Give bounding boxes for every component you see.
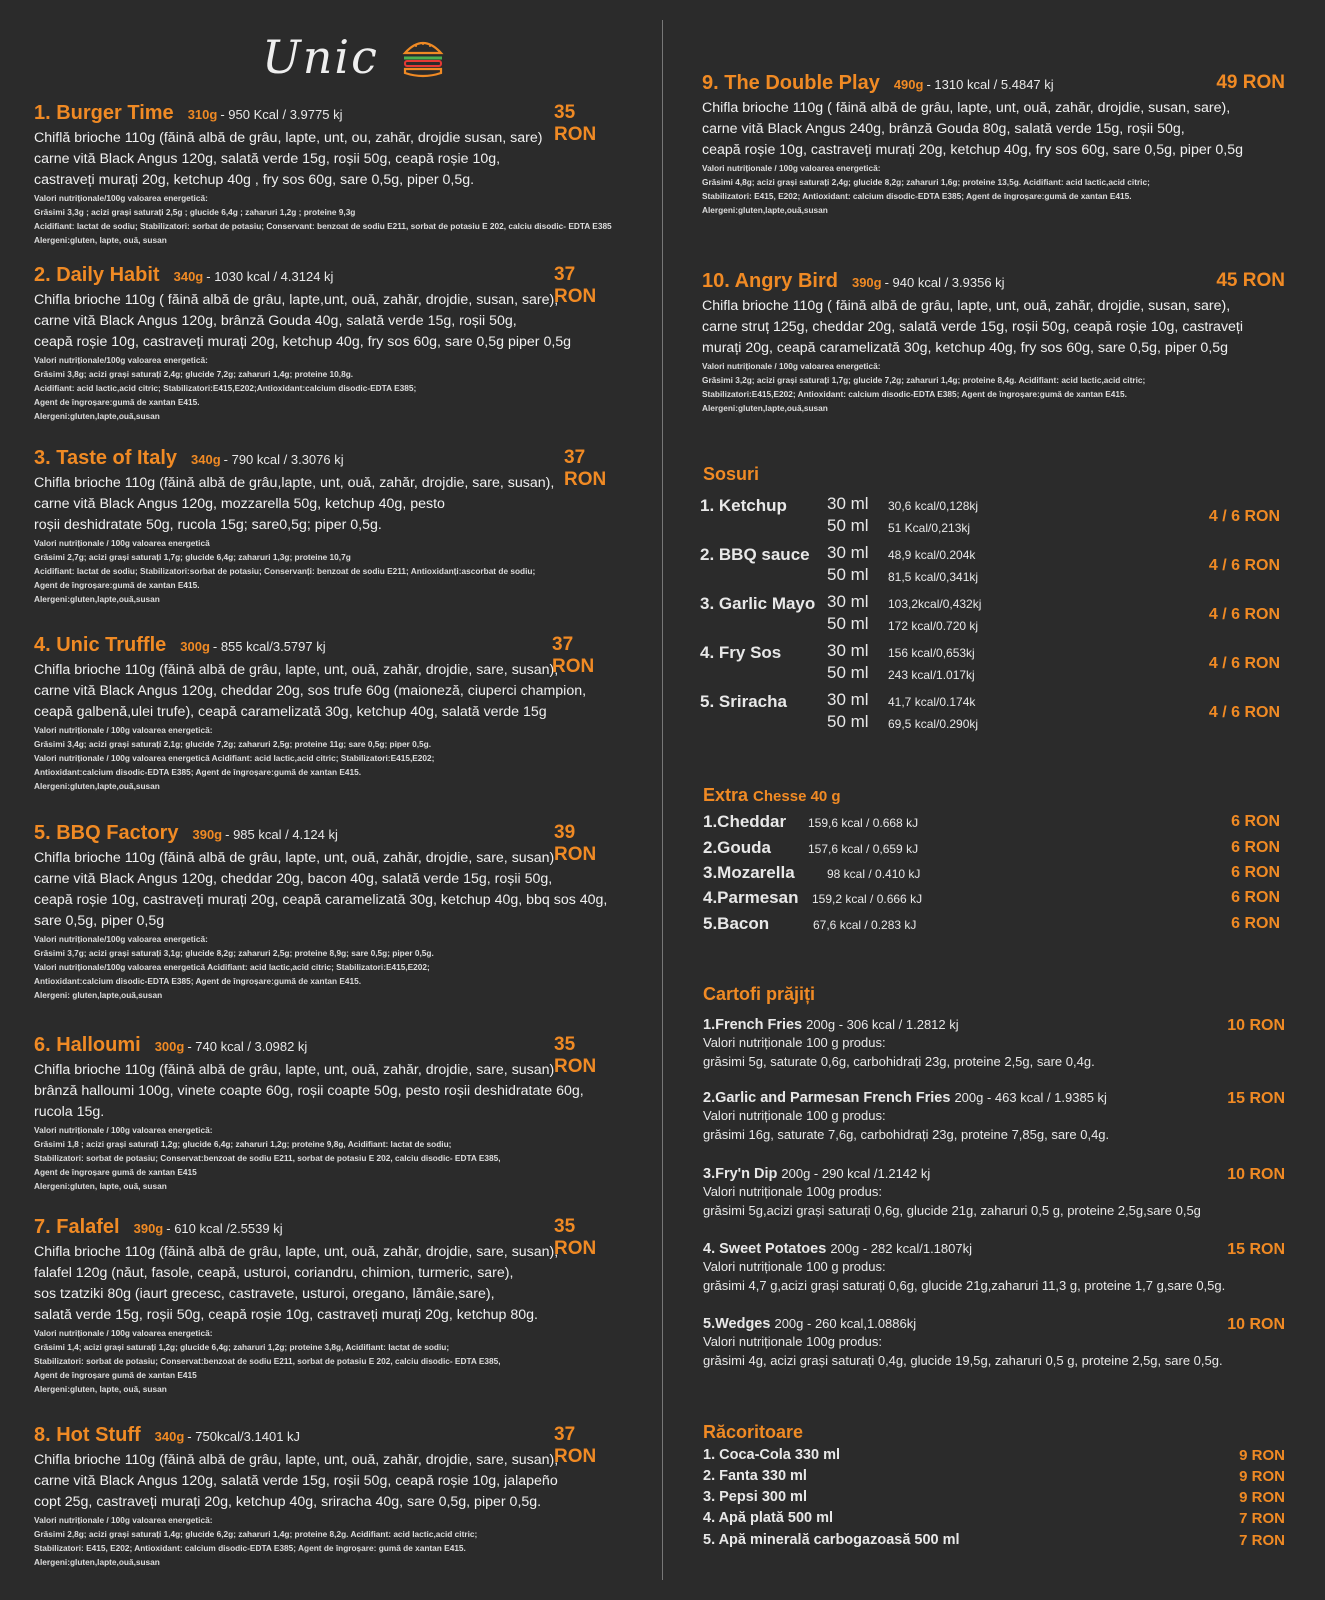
item-description: Chifla brioche 110g (făină albă de grâu, lapte, unt, ouă, zahăr, drojdie, sare, susan), falafel 120g (năut, fasole, ceapă, usturoi, coriandru, chimion, turmeric, sare), sos tzatziki 80g (iaurt grecesc, castravete, usturoi, oregano, lămâie,sare), salată verde 15g, roșii 50g, ceapă roșie 10g, castraveți murați 20g, ketchup 80g. — [34, 1244, 559, 1323]
item-weight: 390g — [851, 275, 882, 290]
sauce-garlic-mayo: 3. Garlic Mayo 30 ml 103,2kcal/0,432kj 50 ml 172 kcal/0.720 kj 4 / 6 RON — [700, 592, 1280, 633]
fries-sweet-potatoes: 4. Sweet Potatoes 200g - 282 kcal/1.1807kj Valori nutriționale 100 g produs: grăsimi 4,7 g,acizi grași saturați 0,6g, glucide 21g,zaharuri 11,3 g, proteine 1,7 g,sare 0,5g. 15 RON — [703, 1241, 1285, 1293]
item-description: Chifla brioche 110g (făină albă de grâu,lapte, unt, ouă, zahăr, drojdie, sare, susan), carne vită Black Angus 120g, mozzarella 50g, ketchup 40g, pesto roșii deshidratate 50g, rucola 15g; sare0,5g; piper 0,5g. — [34, 475, 555, 533]
item-nutrition: Valori nutriționale / 100g valoarea energetică: Grăsimi 4,8g; acizi grași saturați 2,4g; glucide 8,2g; zaharuri 1,6g; proteine 13,5g. Acidifiant: acid lactic,acid citric; Stabilizatori: E415, E202; Antioxidant: calcium disodic-EDTA E385; Agent de îngroșare:gumă de xantan E415. Alergeni:gluten,lapte,ouă,susan — [702, 163, 1150, 215]
item-weight: 310g — [187, 107, 218, 122]
item-nutrition: Valori nutriționale/100g valoarea energetică: Grăsimi 3,7g; acizi grași saturați 3,1g; glucide 8,2g; zaharuri 2,5g; proteine 8,9g; sare 0,5g; piper 0,5g. Valori nutriționale/100g valoarea energetică Acidifiant: acid lactic,acid citric; Stabilizatori:E415,E202; Antioxidant:calcium disodic-EDTA E385; Agent de îngroșare:gumă de xantan E415. Alergeni: gluten,lapte,ouă,susan — [34, 934, 434, 1000]
menu-item-the-double-play — [702, 72, 1285, 217]
menu-item-hot-stuff — [34, 1424, 619, 1569]
brand-logo — [262, 30, 445, 84]
item-price: 49 RON — [1216, 72, 1285, 93]
extra-mozarella: 3.Mozarella 98 kcal / 0.410 kJ 6 RON — [703, 863, 1280, 882]
item-kcal: - 790 kcal / 3.3076 kj — [223, 452, 344, 467]
item-title: 1. Burger Time — [34, 102, 174, 124]
item-weight: 390g — [133, 1221, 164, 1236]
item-nutrition: Valori nutriționale / 100g valoarea energetică: Grăsimi 3,4g; acizi grași saturați 2,1g; glucide 7,2g; zaharuri 2,5g; proteine 11g; sare 0,5g; piper 0,5g. Valori nutriționale / 100g valoarea energetică Acidifiant: acid lactic,acid citric; Stabilizatori:E415,E202; Antioxidant:calcium disodic-EDTA E385; Agent de îngroșare:gumă de xantan E415. Alergeni:gluten,lapte,ouă,susan — [34, 725, 435, 791]
item-title: 2. Daily Habit — [34, 264, 160, 286]
item-title: 10. Angry Bird — [702, 270, 838, 292]
extra-bacon: 5.Bacon 67,6 kcal / 0.283 kJ 6 RON — [703, 914, 1280, 933]
item-weight: 300g — [180, 639, 210, 654]
sauce-sriracha: 5. Sriracha 30 ml 41,7 kcal/0.174k 50 ml 69,5 kcal/0.290kj 4 / 6 RON — [700, 690, 1280, 731]
extra-gouda: 2.Gouda 157,6 kcal / 0,659 kJ 6 RON — [703, 838, 1280, 857]
item-price: 37 RON — [554, 264, 597, 307]
item-title: 8. Hot Stuff — [34, 1424, 141, 1446]
item-kcal: - 940 kcal / 3.9356 kj — [884, 275, 1005, 290]
item-nutrition: Valori nutriționale / 100g valoarea energetică: Grăsimi 2,8g; acizi grași saturați 1,4g; glucide 6,2g; zaharuri 1,4g; proteine 8,2g. Acidifiant: acid lactic,acid citric; Stabilizatori: E415, E202; Antioxidant: calcium disodic-EDTA E385; Agent de îngroșare: gumă de xantan E415. Alergeni:gluten,lapte,ouă,susan — [34, 1515, 478, 1567]
item-title: 5. BBQ Factory — [34, 822, 179, 844]
item-price: 35 RON — [554, 1216, 597, 1259]
menu-item-taste-of-italy — [34, 447, 619, 606]
item-title: 7. Falafel — [34, 1216, 120, 1238]
menu-item-halloumi — [34, 1034, 619, 1193]
item-kcal: - 855 kcal/3.5797 kj — [212, 639, 326, 654]
item-title: 9. The Double Play — [702, 72, 880, 94]
drink-pepsi: 3. Pepsi 300 ml 9 RON — [703, 1489, 1285, 1506]
fries-title: Cartofi prăjiți — [703, 984, 816, 1004]
item-price: 37 RON — [554, 1424, 597, 1467]
item-description: Chifla brioche 110g (făină albă de grâu, lapte, unt, ouă, zahăr, drojdie, sare, susan) brânză halloumi 100g, vinete coapte 60g, roșii coapte 50g, pesto roșii deshidratate 60g, rucola 15g. — [34, 1062, 584, 1120]
column-divider — [662, 20, 663, 1580]
item-kcal: - 740 kcal / 3.0982 kj — [187, 1039, 308, 1054]
sauce-bbq: 2. BBQ sauce 30 ml 48,9 kcal/0.204k 50 ml 81,5 kcal/0,341kj 4 / 6 RON — [700, 543, 1280, 584]
drink-apa-plata: 4. Apă plată 500 ml 7 RON — [703, 1510, 1285, 1527]
item-price: 35 RON — [554, 1034, 597, 1077]
item-weight: 490g — [893, 77, 924, 92]
item-description: Chifla brioche 110g (făină albă de grâu, lapte, unt, ouă, zahăr, drojdie, sare, susan) carne vită Black Angus 120g, cheddar 20g, bacon 40g, salată verde 15g, roșii 50g, ceapă roșie 10g, castraveți murați 20g, ceapă caramelizată 30g, ketchup 40g, bbq sos 40g, sare 0,5g, piper 0,5g — [34, 850, 608, 929]
item-weight: 340g — [154, 1429, 185, 1444]
item-nutrition: Valori nutriționale / 100g valoarea energetică: Grăsimi 1,4; acizi grași saturați 1,2g; glucide 6,4g; zaharuri 1,2g; proteine 3,8g, Acidifiant: lactat de sodiu; Stabilizatori: sorbat de potasiu; Conservat:benzoat de sodiu E211, sorbat de potasiu E 202, calciu disodic- EDTA E385, Agent de îngroșare gumă de xantan E415 Alergeni:gluten, lapte, ouă, susan — [34, 1328, 501, 1394]
extra-subtitle: Chesse 40 g — [753, 788, 841, 805]
item-price: 37 RON — [552, 634, 595, 677]
item-description: Chifla brioche 110g ( făină albă de grâu, lapte, unt, ouă, zahăr, drojdie, susan, sare), carne struț 125g, cheddar 20g, salată verde 15g, roșii 50g, ceapă roșie 10g, castraveți murați 20g, ceapă caramelizată 30g, ketchup 40g, fry sos 60g, sare 0,5g, piper 0,5g — [702, 298, 1244, 356]
item-description: Chifla brioche 110g ( făină albă de grâu, lapte, unt, ouă, zahăr, drojdie, susan, sare), carne vită Black Angus 240g, brânză Gouda 80g, salată verde 15g, roșii 50g, ceapă roșie 10g, castraveți murați 20g, ketchup 40g, fry sos 60g, sare 0,5g, piper 0,5g — [702, 100, 1244, 158]
extra-title: Extra Chesse 40 g — [703, 785, 841, 805]
item-price: 39 RON — [554, 822, 597, 865]
item-price: 45 RON — [1216, 270, 1285, 291]
fries-garlic-parmesan: 2.Garlic and Parmesan French Fries 200g - 463 kcal / 1.9385 kj Valori nutriționale 100 g produs: grăsimi 16g, saturate 7,6g, carbohidrați 23g, proteine 7,85g, sare 0,4g. 15 RON — [703, 1090, 1285, 1142]
drink-apa-minerala: 5. Apă minerală carbogazoasă 500 ml 7 RON — [703, 1532, 1285, 1549]
drinks-title: Răcoritoare — [703, 1422, 804, 1442]
item-title: 3. Taste of Italy — [34, 447, 178, 469]
fries-french-fries: 1.French Fries 200g - 306 kcal / 1.2812 kj Valori nutriționale 100 g produs: grăsimi 5g, saturate 0,6g, carbohidrați 23g, proteine 2,5g, sare 0,4g. 10 RON — [703, 1017, 1285, 1069]
item-description: Chifla brioche 110g (făină albă de grâu, lapte, unt, ouă, zahăr, drojdie, sare, susan), carne vită Black Angus 120g, salată verde 15g, roșii 50g, ceapă roșie 10g, jalapeño copt 25g, castraveți murați 20g, ketchup 40g, sriracha 40g, sare 0,5g, piper 0,5g. — [34, 1452, 559, 1510]
fries-wedges: 5.Wedges 200g - 260 kcal,1.0886kj Valori nutriționale 100g produs: grăsimi 4g, acizi grași saturați 0,4g, glucide 19,5g, zaharuri 0,5 g, proteine 2,5g, sare 0,5g. 10 RON — [703, 1316, 1285, 1368]
menu-item-daily-habit — [34, 264, 619, 423]
item-nutrition: Valori nutriționale / 100g valoarea energetică: Grăsimi 3,2g; acizi grași saturați 1,7g; glucide 7,2g; zaharuri 1,4g; proteine 8,4g. Acidifiant: acid lactic,acid citric; Stabilizatori:E415,E202; Antioxidant: calcium disodic-EDTA E385; Agent de îngroșare:gumă de xantan E415. Alergeni:gluten,lapte,ouă,susan — [702, 361, 1146, 413]
item-nutrition: Valori nutriționale / 100g valoarea energetică: Grăsimi 1,8 ; acizi grași saturați 1,2g; glucide 6,4g; zaharuri 1,2g; proteine 9,8g, Acidifiant: lactat de sodiu; Stabilizatori: sorbat de potasiu; Conservat:benzoat de sodiu E211, sorbat de potasiu E 202, calciu disodic- EDTA E385, Agent de îngroșare gumă de xantan E415 Alergeni:gluten, lapte, ouă, susan — [34, 1125, 501, 1191]
item-weight: 340g — [191, 452, 221, 467]
item-weight: 340g — [173, 269, 204, 284]
item-description: Chifla brioche 110g (făină albă de grâu, lapte, unt, ouă, zahăr, drojdie, sare, susan), carne vită Black Angus 120g, cheddar 20g, sos trufe 60g (maioneză, ciuperci champion, ceapă galbenă,ulei trufe), ceapă caramelizată 30g, ketchup 40g, salată verde 15g — [34, 662, 587, 720]
item-nutrition: Valori nutriționale / 100g valoarea energetică Grăsimi 2,7g; acizi grași saturați 1,7g; glucide 6,4g; zaharuri 1,3g; proteine 10,7g Acidifiant: lactat de sodiu; Stabilizatori:sorbat de potasiu; Conservanți: benzoat de sodiu E211; Antioxidanți:ascorbat de sodiu; Agent de îngroșare:gumă de xantan E415. Alergeni:gluten,lapte,ouă,susan — [34, 538, 536, 604]
item-weight: 390g — [192, 827, 223, 842]
item-kcal: - 950 Kcal / 3.9775 kj — [220, 107, 343, 122]
item-title: 4. Unic Truffle — [34, 634, 167, 656]
burger-icon — [401, 35, 445, 79]
menu-item-bbq-factory — [34, 822, 619, 1002]
sauce-fry-sos: 4. Fry Sos 30 ml 156 kcal/0,653kj 50 ml 243 kcal/1.017kj 4 / 6 RON — [700, 641, 1280, 682]
item-nutrition: Valori nutriționale/100g valoarea energetică: Grăsimi 3,3g ; acizi grași saturați 2,5g ; glucide 6,4g ; zaharuri 1,2g ; proteine 9,3g Acidifiant: lactat de sodiu; Stabilizatori: sorbat de potasiu; Conservant: benzoat de sodiu E211, sorbat de potasiu E 202, calciu disodic- EDTA E385 Alergeni:gluten, lapte, ouă, susan — [34, 193, 612, 245]
sauces-title: Sosuri — [703, 464, 760, 484]
item-kcal: - 1030 kcal / 4.3124 kj — [206, 269, 334, 284]
item-kcal: - 610 kcal /2.5539 kj — [166, 1221, 283, 1236]
item-nutrition: Valori nutriționale/100g valoarea energetică: Grăsimi 3,8g; acizi grași saturați 2,4g; glucide 7,2g; zaharuri 1,4g; proteine 10,8g. Acidifiant: acid lactic,acid citric; Stabilizatori:E415,E202;Antioxidant:calcium disodic-EDTA E385; Agent de îngroșare:gumă de xantan E415. Alergeni:gluten,lapte,ouă,susan — [34, 355, 417, 421]
extra-parmesan: 4.Parmesan 159,2 kcal / 0.666 kJ 6 RON — [703, 888, 1280, 907]
extra-cheddar: 1.Cheddar 159,6 kcal / 0.668 kJ 6 RON — [703, 812, 1280, 831]
menu-item-burger-time — [34, 102, 619, 247]
item-kcal: - 750kcal/3.1401 kJ — [187, 1429, 301, 1444]
menu-item-angry-bird — [702, 270, 1285, 415]
item-kcal: - 1310 kcal / 5.4847 kj — [926, 77, 1054, 92]
fries-fry-n-dip: 3.Fry'n Dip 200g - 290 kcal /1.2142 kj Valori nutriționale 100g produs: grăsimi 5g,acizi grași saturați 0,6g, glucide 21g, zaharuri 0,5 g, proteine 2,5g,sare 0,5g 10 RON — [703, 1166, 1285, 1218]
menu-item-falafel — [34, 1216, 619, 1396]
item-price: 37 RON — [564, 447, 607, 490]
brand-name: Unic — [262, 30, 379, 84]
sauce-ketchup: 1. Ketchup 30 ml 30,6 kcal/0,128kj 50 ml 51 Kcal/0,213kj 4 / 6 RON — [700, 494, 1280, 535]
item-description: Chifla brioche 110g ( făină albă de grâu, lapte,unt, ouă, zahăr, drojdie, susan, sare), carne vită Black Angus 120g, brânză Gouda 40g, salată verde 15g, roșii 50g, ceapă roșie 10g, castraveți murați 20g, ketchup 40g, fry sos 60g, sare 0,5g piper 0,5g — [34, 292, 572, 350]
item-price: 35 RON — [554, 102, 597, 145]
item-kcal: - 985 kcal / 4.124 kj — [225, 827, 338, 842]
item-weight: 300g — [154, 1039, 185, 1054]
item-title: 6. Halloumi — [34, 1034, 141, 1056]
drink-coca-cola: 1. Coca-Cola 330 ml 9 RON — [703, 1447, 1285, 1464]
item-description: Chiflă brioche 110g (făină albă de grâu, lapte, unt, ou, zahăr, drojdie susan, sare) carne vită Black Angus 120g, salată verde 15g, roșii 50g, ceapă roșie 10g, castraveți murați 20g, ketchup 40g , fry sos 60g, sare 0,5g, piper 0,5g. — [34, 130, 543, 188]
drink-fanta: 2. Fanta 330 ml 9 RON — [703, 1468, 1285, 1485]
menu-item-unic-truffle — [34, 634, 619, 793]
